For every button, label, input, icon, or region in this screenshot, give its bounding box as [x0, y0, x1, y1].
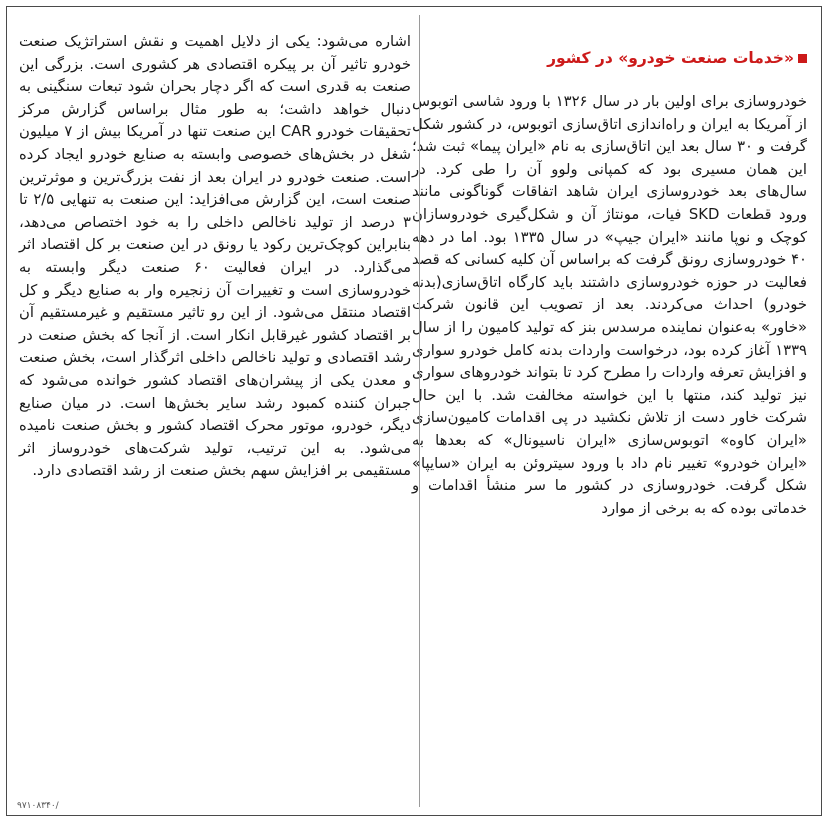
column-divider [419, 15, 420, 807]
headline-text: «خدمات صنعت خودرو» در کشور [547, 49, 794, 67]
left-column [19, 31, 411, 815]
left-column-text: اشاره می‌شود: یکی از دلایل اهمیت و نقش استراتژیک صنعت خودرو تاثیر آن بر پیکره اقتصادی هر کشوری است. بزرگی این صنعت به قدری است که اگر دچار بحران شود تبعات سنگینی به دنبال خواهد داشت؛ به طور مثال براساس گزارش مرکز تحقیقات خودرو CAR این صنعت تنها در آمریکا بیش از ۷ میلیون شغل در بخش‌های خصوصی وابسته به صنایع خودرو ایجاد کرده است. صنعت خودرو در ایران بعد از نفت بزرگ‌ترین و موثرترین صنعت است، این گزارش می‌افزاید: این صنعت به تنهایی ۲/۵ تا ۳ درصد از تولید ناخالص داخلی را به خود اختصاص می‌دهد، بنابراین کوچک‌ترین رکود یا رونق در این صنعت بر کل اقتصاد اثر می‌گذارد. در ایران فعالیت ۶۰ صنعت دیگر وابسته به خودروسازی است و تغییرات آن زنجیره وار به صنایع دیگر و کل اقتصاد منتقل می‌شود. از این رو تاثیر مستقیم و غیرمستقیم آن بر اقتصاد کشور غیرقابل انکار است. از آنجا که بخش صنعت در رشد اقتصادی و تولید ناخالص داخلی اثرگذار است، بخش صنعت و معدن یکی از پیشران‌های اقتصاد کشور خوانده می‌شود که جبران کننده کمبود رشد سایر بخش‌ها است. در میان صنایع دیگر، خودرو، موتور محرک اقتصاد کشور و بخش صنعت نامیده می‌شود. به این ترتیب، تولید شرکت‌های خودروساز اثر مستقیمی بر افزایش سهم بخش صنعت از رشد اقتصادی دارد. [19, 33, 412, 480]
clip-code: ۹۷۱۰۸۳۴۰/ [17, 801, 59, 811]
right-column-text: خودروسازی برای اولین بار در سال ۱۳۲۶ با ورود شاسی اتوبوس از آمریکا به ایران و راه‌اندازی اتاق‌سازی اتوبوس، در کشور شکل گرفت و ۳۰ سال بعد این اتاق‌سازی به نام «ایران پیما» ثبت شد؛ این همان مسیری بود که کمپانی ولوو آن را طی کرد. در سال‌های بعد خودروسازی ایران شاهد اتفاقات گوناگونی مانند ورود قطعات SKD فیات، مونتاژ آن و شکل‌گیری خودروسازان کوچک و نوپا مانند «ایران جیپ» در سال ۱۳۳۵ بود. اما در دهه ۴۰ خودروسازی رونق گرفت که براساس آن کلیه کسانی که قصد فعالیت در حوزه خودروسازی داشتند باید کارگاه اتاق‌سازی(بدنه خودرو) احداث می‌کردند. بعد از تصویب این قانون شرکت «خاور» به‌عنوان نماینده مرسدس بنز که تولید کامیون را از سال ۱۳۳۹ آغاز کرده بود، درخواست واردات بدنه کامل خودرو سواری و افزایش تعرفه واردات را مطرح کرد تا بتواند خودروهای سواری نیز تولید کند، منتها با این خواسته مخالفت شد. با این حال شرکت خاور دست از تلاش نکشید در پی اقدامات کامیون‌سازی «ایران کاوه» اتوبوس‌سازی «ایران ناسیونال» که بعدها به «ایران خودرو» تغییر نام داد با ورود سیتروئن به ایران «سایپا» شکل گرفت. خودروسازی در کشور ما سر منشأ اقدامات و خدماتی بوده که به برخی از موارد [412, 93, 807, 517]
right-column [412, 37, 807, 815]
newspaper-clipping [6, 6, 822, 816]
